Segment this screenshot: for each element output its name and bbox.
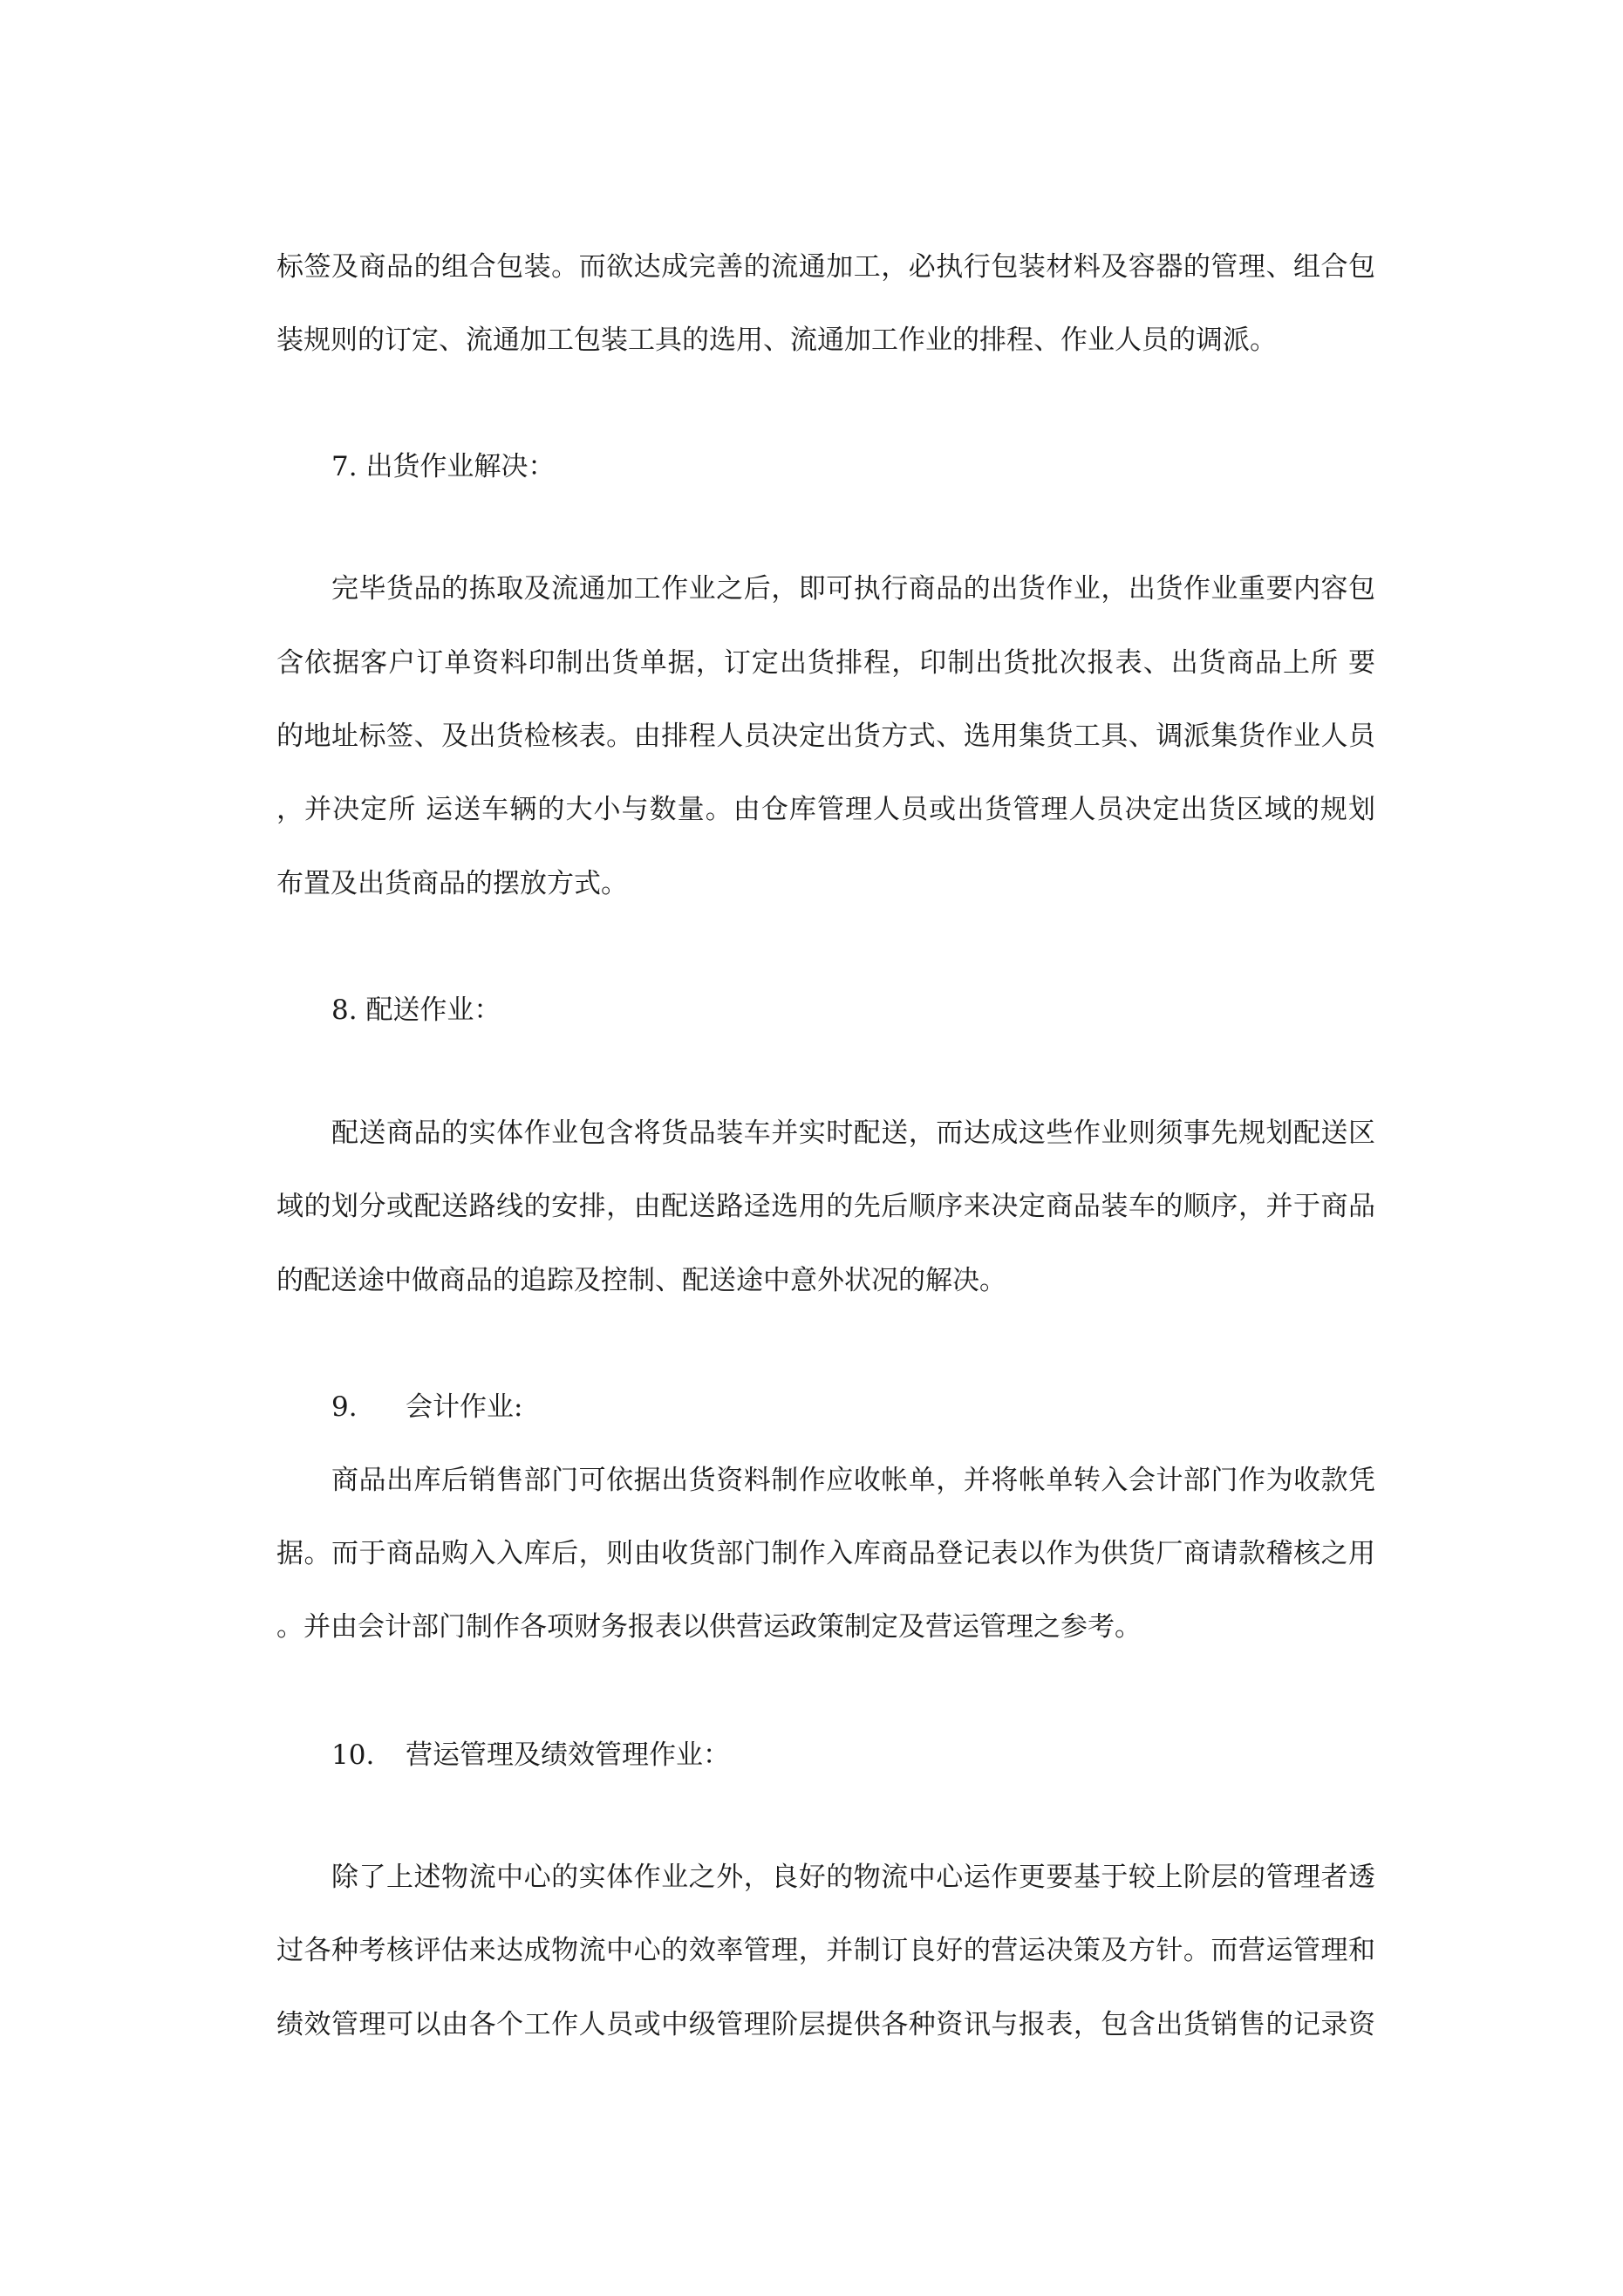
section-title: 出货作业解决： xyxy=(365,451,556,482)
section-title: 营运管理及绩效管理作业： xyxy=(406,1739,730,1771)
section-number: 9. xyxy=(331,1391,358,1423)
paragraph-line: ，并决定所 运送车辆的大小与数量。由仓库管理人员或出货管理人员决定出货区域的规划 xyxy=(276,794,1375,825)
paragraph-line: 过各种考核评估来达成物流中心的效率管理，并制订良好的营运决策及方针。而营运管理和 xyxy=(276,1935,1375,1966)
paragraph-line: 完毕货品的拣取及流通加工作业之后，即可执行商品的出货作业，出货作业重要内容包 xyxy=(331,573,1375,605)
section-heading-7 xyxy=(331,449,555,484)
paragraph-line: 的地址标签、及出货检核表。由排程人员决定出货方式、选用集货工具、调派集货作业人员 xyxy=(276,721,1375,752)
paragraph-line: 域的划分或配送路线的安排，由配送路迳选用的先后顺序来决定商品装车的顺序，并于商品 xyxy=(276,1191,1375,1222)
paragraph-line: 标签及商品的组合包装。而欲达成完善的流通加工，必执行包装材料及容器的管理、组合包 xyxy=(276,251,1375,283)
paragraph-line: 据。而于商品购入入库后，则由收货部门制作入库商品登记表以作为供货厂商请款稽核之用 xyxy=(276,1538,1375,1569)
paragraph-line: 除了上述物流中心的实体作业之外，良好的物流中心运作更要基于较上阶层的管理者透 xyxy=(331,1862,1375,1893)
section-heading-10 xyxy=(331,1738,730,1773)
paragraph-line: 含依据客户订单资料印制出货单据，订定出货排程，印制出货批次报表、出货商品上所 要 xyxy=(276,647,1375,679)
paragraph-line: 。并由会计部门制作各项财务报表以供营运政策制定及营运管理之参考。 xyxy=(276,1611,1142,1643)
paragraph-line: 装规则的订定、流通加工包装工具的选用、流通加工作业的排程、作业人员的调派。 xyxy=(276,325,1277,356)
section-number: 7. xyxy=(331,451,358,482)
section-title: 会计作业: xyxy=(406,1391,523,1423)
paragraph-line: 配送商品的实体作业包含将货品装车并实时配送，而达成这些作业则须事先规划配送区 xyxy=(331,1117,1375,1149)
section-heading-9 xyxy=(331,1390,522,1425)
section-title: 配送作业： xyxy=(365,994,501,1026)
section-heading-8 xyxy=(331,993,501,1028)
paragraph-line: 绩效管理可以由各个工作人员或中级管理阶层提供各种资讯与报表，包含出货销售的记录资 xyxy=(276,2009,1375,2040)
paragraph-line: 商品出库后销售部门可依据出货资料制作应收帐单，并将帐单转入会计部门作为收款凭 xyxy=(331,1465,1375,1496)
section-number: 8. xyxy=(331,994,358,1026)
paragraph-line: 布置及出货商品的摆放方式。 xyxy=(276,868,628,899)
paragraph-line: 的配送途中做商品的追踪及控制、配送途中意外状况的解决。 xyxy=(276,1265,1006,1296)
section-number: 10. xyxy=(331,1739,375,1771)
